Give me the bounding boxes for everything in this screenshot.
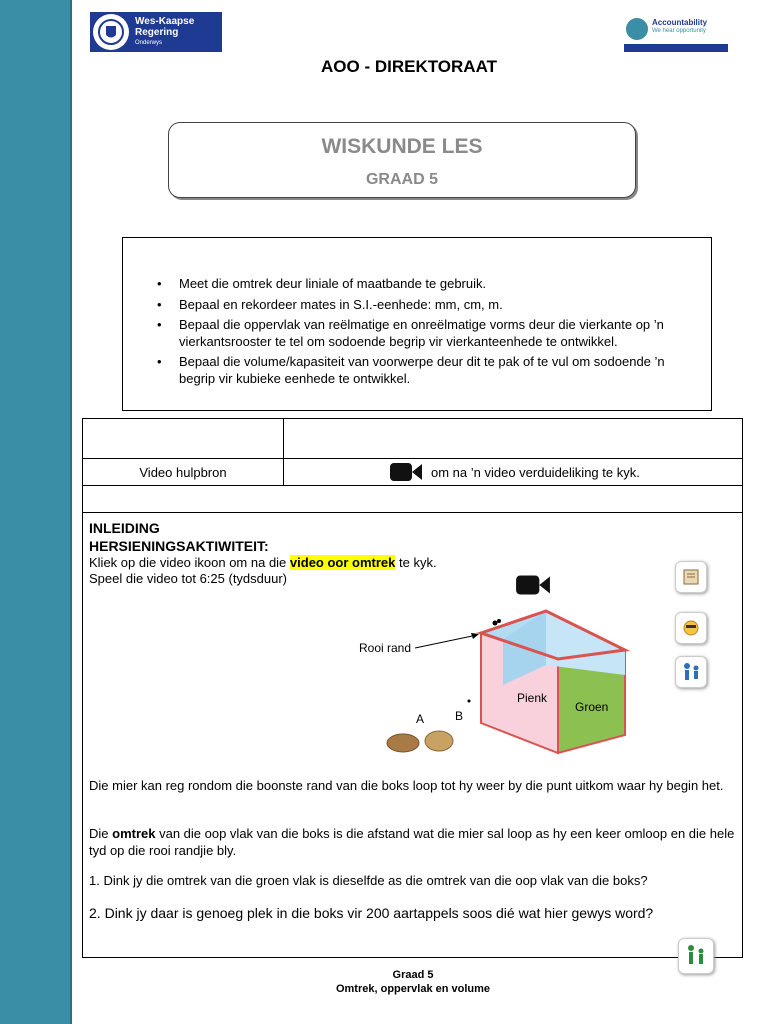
outcome-item: • Bepaal die oppervlak van reëlmatige en onreëlmatige vorms deur die vierkante op ’n vierkantsrooster te tel om sodoende begrip vir vierkanteenhede te ontwikkel. bbox=[179, 317, 711, 350]
label-b: B bbox=[455, 709, 464, 723]
box-figure bbox=[353, 605, 653, 765]
grade-title: GRAAD 5 bbox=[365, 171, 438, 188]
table-row-video bbox=[83, 459, 742, 486]
outcome-item: • Bepaal en rekordeer mates in S.I.-eenhede: mm, cm, m. bbox=[179, 297, 711, 314]
play-duration-instruction: Speel die video tot 6:25 (tydsduur) bbox=[89, 571, 288, 586]
table-row-content bbox=[83, 513, 742, 957]
notebook-icon[interactable] bbox=[675, 561, 707, 593]
logo-left-line1: Wes-Kaapse bbox=[135, 15, 195, 27]
table-row bbox=[83, 486, 742, 513]
emoji-icon[interactable] bbox=[675, 612, 707, 644]
footer-grade: Graad 5 bbox=[392, 969, 434, 981]
video-camera-icon[interactable] bbox=[515, 573, 551, 597]
lesson-table bbox=[82, 418, 743, 958]
potato-b bbox=[425, 731, 453, 751]
paragraph-ant: Die mier kan reg rondom die boonste rand van die boks loop tot hy weer by die punt uitkom waar hy begin het. bbox=[89, 778, 724, 793]
video-instruction: Kliek op die video ikoon om na die video oor omtrek te kyk. bbox=[89, 555, 437, 570]
outcome-item: • Meet die omtrek deur liniale of maatbande te gebruik. bbox=[179, 276, 711, 293]
footer-topic: Omtrek, oppervlak en volume bbox=[335, 983, 491, 995]
ant-icon bbox=[493, 621, 498, 626]
question-1: 1. Dink jy die omtrek van die groen vlak is dieselfde as die omtrek van die oop vlak van die boks? bbox=[89, 873, 648, 888]
label-green: Groen bbox=[575, 700, 609, 714]
paragraph-perimeter: Die omtrek van die oop vlak van die boks is die afstand wat die mier sal loop as hy een keer omloop en die hele tyd op die rooi randjie bly. bbox=[89, 826, 735, 858]
label-a: A bbox=[416, 712, 425, 726]
logo-right-line1: Accountability bbox=[652, 18, 708, 27]
bold-perimeter: omtrek bbox=[112, 826, 156, 841]
outcome-item: • Bepaal die volume/kapasiteit van voorwerpe deur dit te pak of te vul om sodoende ’n begrip vir kubieke eenhede te ontwikkel. bbox=[179, 354, 711, 387]
revision-heading: HERSIENINGSAKTIWITEIT: bbox=[89, 538, 269, 554]
label-pink: Pienk bbox=[517, 691, 548, 705]
accountability-logo bbox=[620, 14, 730, 54]
subject-title: WISKUNDE LES bbox=[321, 135, 483, 158]
logo-right-line2: We hear opportunity bbox=[652, 28, 706, 34]
accountability-mark-icon bbox=[626, 18, 648, 40]
table-row bbox=[83, 419, 742, 459]
coat-of-arms-icon bbox=[93, 14, 129, 50]
label-red-rim: Rooi rand bbox=[359, 641, 412, 655]
logo-left-line2: Regering bbox=[135, 26, 179, 38]
video-resource-label: Video hulpbron bbox=[83, 459, 284, 485]
intro-heading: INLEIDING bbox=[89, 520, 160, 536]
page-footer bbox=[0, 968, 768, 996]
lesson-title-box bbox=[168, 122, 636, 198]
question-2: 2. Dink jy daar is genoeg plek in die boks vir 200 aartappels soos dié wat hier gewys word? bbox=[89, 905, 654, 921]
small-ant-icon bbox=[468, 700, 471, 703]
outcomes-list bbox=[123, 276, 711, 387]
video-explanation-text: om na ’n video verduideliking te kyk. bbox=[431, 464, 640, 480]
potato-a bbox=[387, 734, 419, 752]
left-side-bar bbox=[0, 0, 72, 1024]
people-icon[interactable] bbox=[675, 656, 707, 688]
video-camera-icon[interactable] bbox=[389, 461, 423, 483]
video-about-perimeter-link[interactable]: video oor omtrek bbox=[289, 555, 396, 570]
rim-arrow bbox=[415, 635, 477, 648]
logo-left-sub: Onderwys bbox=[135, 39, 163, 46]
western-cape-government-logo bbox=[90, 12, 222, 52]
directorate-title: AOO - DIREKTORAAT bbox=[321, 57, 497, 76]
outcomes-box bbox=[122, 237, 712, 411]
